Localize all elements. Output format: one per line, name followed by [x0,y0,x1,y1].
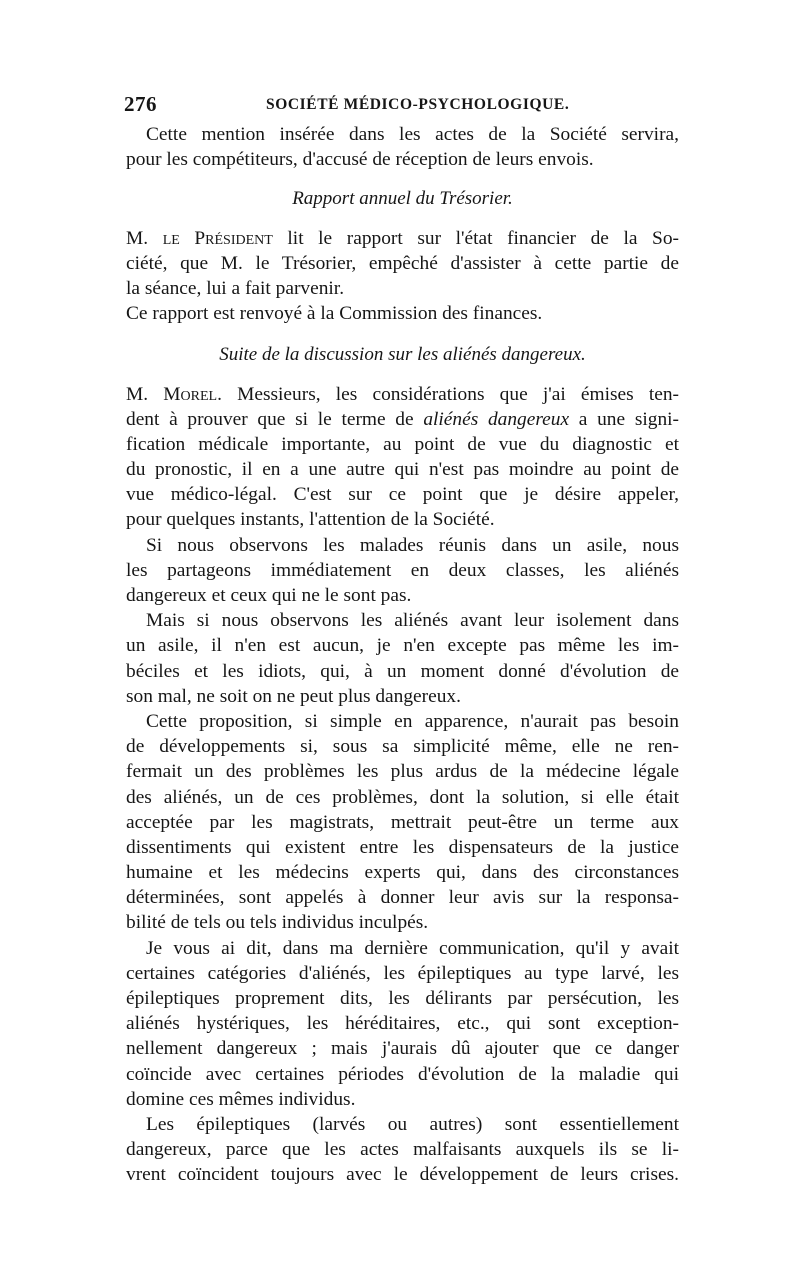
paragraph-mention [126,122,679,172]
text-line [126,407,679,432]
text-line: béciles et les idiots, qui, à un moment donné d'évolution de [126,660,679,682]
running-head: SOCIÉTÉ MÉDICO-PSYCHOLOGIQUE. [266,96,570,113]
paragraph-president [126,226,679,302]
text-line: dangereux, parce que les actes malfaisants auxquels ils se li- [126,1139,679,1161]
section-heading-discussion: Suite de la discussion sur les aliénés dangereux. [219,344,586,366]
text-line: les partageons immédiatement en deux classes, les aliénés [126,559,679,581]
text-line: Cette proposition, si simple en apparence, n'aurait pas besoin [146,710,679,732]
paragraph-isolement [126,608,679,709]
speaker-prefix: M. [126,227,163,249]
text-line: la séance, lui a fait parvenir. [126,277,345,299]
text-line: domine ces mêmes individus. [126,1088,356,1110]
text-line: du pronostic, il en a une autre qui n'est pas moindre au point de [126,459,679,481]
text-line: de développements si, sous sa simplicité même, elle ne ren- [126,736,679,758]
section-heading-treasurer: Rapport annuel du Trésorier. [292,188,513,210]
text-line: déterminées, sont appelés à donner leur avis sur la responsa- [126,887,679,909]
italic-term: aliénés dangereux [423,408,570,430]
text-line: nellement dangereux ; mais j'aurais dû ajouter que ce danger [126,1038,679,1060]
text-line: acceptée par les magistrats, mettrait peut-être un terme aux [126,811,679,833]
text-line: vue médico-légal. C'est sur ce point que je désire appeler, [126,484,679,506]
line-rest: . Messieurs, les considérations que j'ai émises ten- [217,383,680,405]
text-line: certaines catégories d'aliénés, les épileptiques au type larvé, les [126,962,679,984]
text-line: Mais si nous observons les aliénés avant leur isolement dans [146,610,679,632]
paragraph-asile [126,533,679,609]
paragraph-communication [126,936,679,1112]
text-line [126,382,679,407]
line-part: dent à prouver que si le terme de [126,408,424,430]
text-line: dangereux et ceux qui ne le sont pas. [126,585,412,606]
text-line: ciété, que M. le Trésorier, empêché d'assister à cette partie de [126,252,679,274]
text-line: vrent coïncident toujours avec le développement de leurs crises. [126,1164,679,1186]
page-header [126,92,679,122]
text-line: pour quelques instants, l'attention de la Société. [126,509,495,531]
text-line: son mal, ne soit on ne peut plus dangereux. [126,685,461,707]
speaker-name: Morel [163,383,218,405]
paragraph-epileptiques [126,1112,679,1188]
text-line: dissentiments qui existent entre les dispensateurs de la justice [126,836,679,858]
paragraph-commission [126,301,679,326]
text-line: Les épileptiques (larvés ou autres) sont essentiellement [146,1113,679,1135]
text-line: Je vous ai dit, dans ma dernière communication, qu'il y avait [146,937,679,959]
text-line: des aliénés, un de ces problèmes, dont la solution, si elle était [126,786,679,808]
line-rest: lit le rapport sur l'état financier de la So- [272,227,679,249]
speaker-name: le Président [162,227,273,249]
line-part: a une signi- [569,408,679,430]
text-line: humaine et les médecins experts qui, dans des circonstances [126,862,679,884]
text-line: Cette mention insérée dans les actes de la Société servira, [146,124,679,145]
text-line: fication médicale importante, au point de vue du diagnostic et [126,433,679,455]
paragraph-proposition [126,709,679,936]
text-line: bilité de tels ou tels individus inculpés. [126,912,429,934]
text-line: coïncide avec certaines périodes d'évolution de la maladie qui [126,1063,679,1085]
text-line: fermait un des problèmes les plus ardus de la médecine légale [126,761,679,783]
speaker-prefix: M. [126,383,164,405]
text-line: pour les compétiteurs, d'accusé de réception de leurs envois. [126,149,594,171]
text-line: un asile, il n'en est aucun, je n'en excepte pas même les im- [126,635,679,657]
text-line: Ce rapport est renvoyé à la Commission des finances. [126,303,543,325]
text-line [126,226,679,251]
paragraph-morel [126,382,679,533]
page-number: 276 [124,92,157,116]
text-line: aliénés hystériques, les héréditaires, etc., qui sont exception- [126,1013,679,1035]
text-line: Si nous observons les malades réunis dans un asile, nous [146,534,679,556]
text-line: épileptiques proprement dits, les délirants par persécution, les [126,988,679,1009]
book-page [126,92,679,1188]
